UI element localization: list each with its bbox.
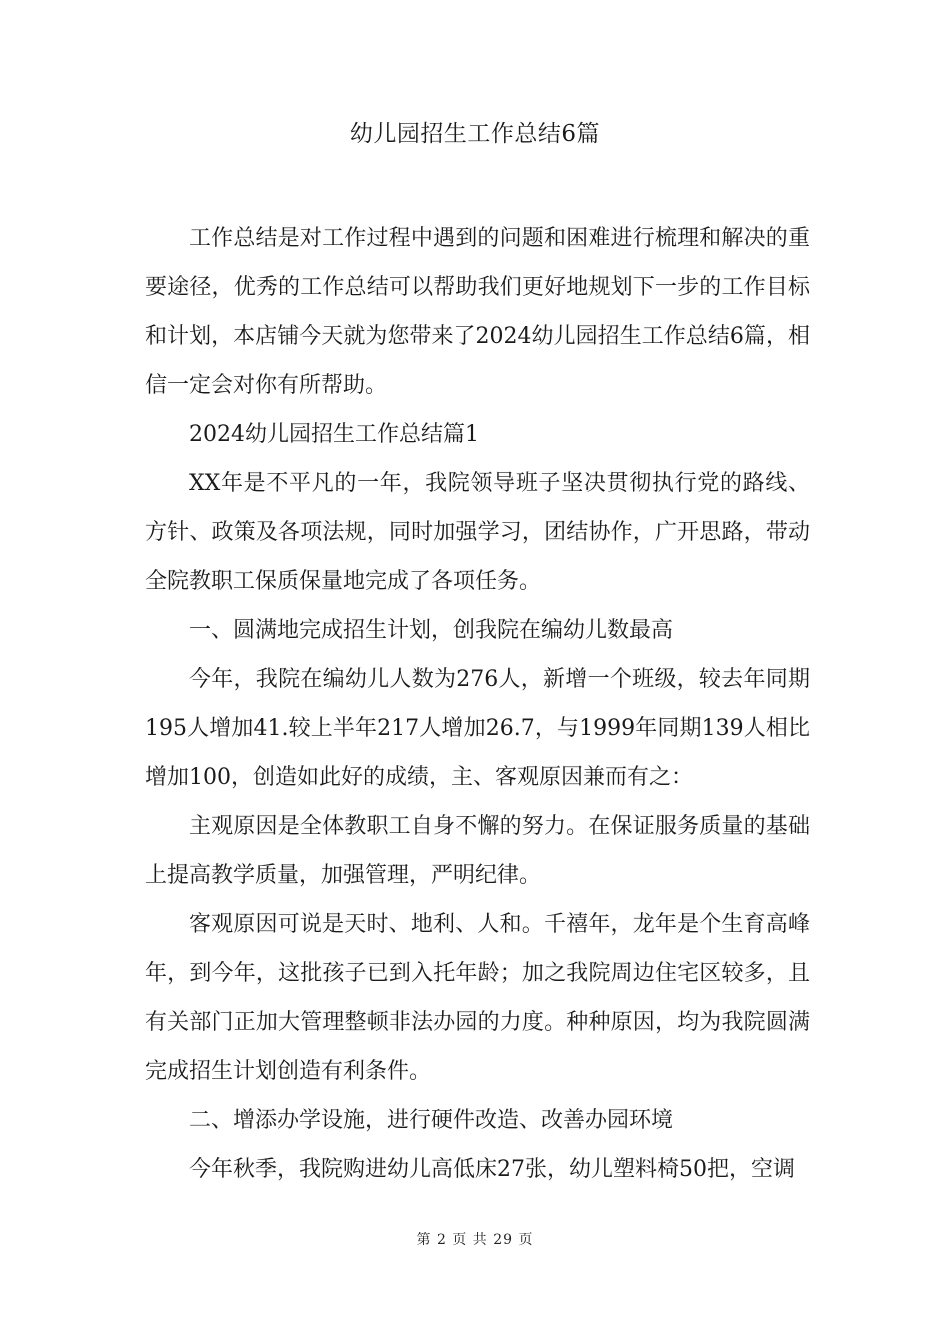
intro-paragraph: 工作总结是对工作过程中遇到的问题和困难进行梳理和解决的重要途径，优秀的工作总结可以帮助我们更好地规划下一步的工作目标和计划，本店铺今天就为您带来了2024幼儿园招生工作总结6篇，相信一定会对你有所帮助。 — [145, 226, 810, 398]
body-paragraph: XX年是不平凡的一年，我院领导班子坚决贯彻执行党的路线、方针、政策及各项法规，同时加强学习，团结协作，广开思路，带动全院教职工保质保量地完成了各项任务。 — [145, 471, 810, 594]
body-paragraph: 客观原因可说是天时、地利、人和。千禧年，龙年是个生育高峰年，到今年，这批孩子已到入托年龄；加之我院周边住宅区较多，且有关部门正加大管理整顿非法办园的力度。种种原因，均为我院圆满完成招生计划创造有利条件。 — [145, 912, 810, 1084]
document-title: 幼儿园招生工作总结6篇 — [349, 121, 601, 147]
document-body — [145, 214, 810, 1194]
body-paragraph: 今年秋季，我院购进幼儿高低床27张，幼儿塑料椅50把，空调 — [189, 1157, 795, 1182]
page-number-footer: 第 2 页 共 29 页 — [416, 1232, 534, 1248]
subsection-heading: 二、增添办学设施，进行硬件改造、改善办园环境 — [189, 1108, 674, 1133]
section-heading: 2024幼儿园招生工作总结篇1 — [189, 422, 479, 447]
body-paragraph: 主观原因是全体教职工自身不懈的努力。在保证服务质量的基础上提高教学质量，加强管理，严明纪律。 — [145, 814, 810, 888]
body-paragraph: 今年，我院在编幼儿人数为276人，新增一个班级，较去年同期195人增加41.较上半年217人增加26.7，与1999年同期139人相比增加100，创造如此好的成绩，主、客观原因兼而有之： — [145, 667, 810, 790]
subsection-heading: 一、圆满地完成招生计划，创我院在编幼儿数最高 — [189, 618, 674, 643]
